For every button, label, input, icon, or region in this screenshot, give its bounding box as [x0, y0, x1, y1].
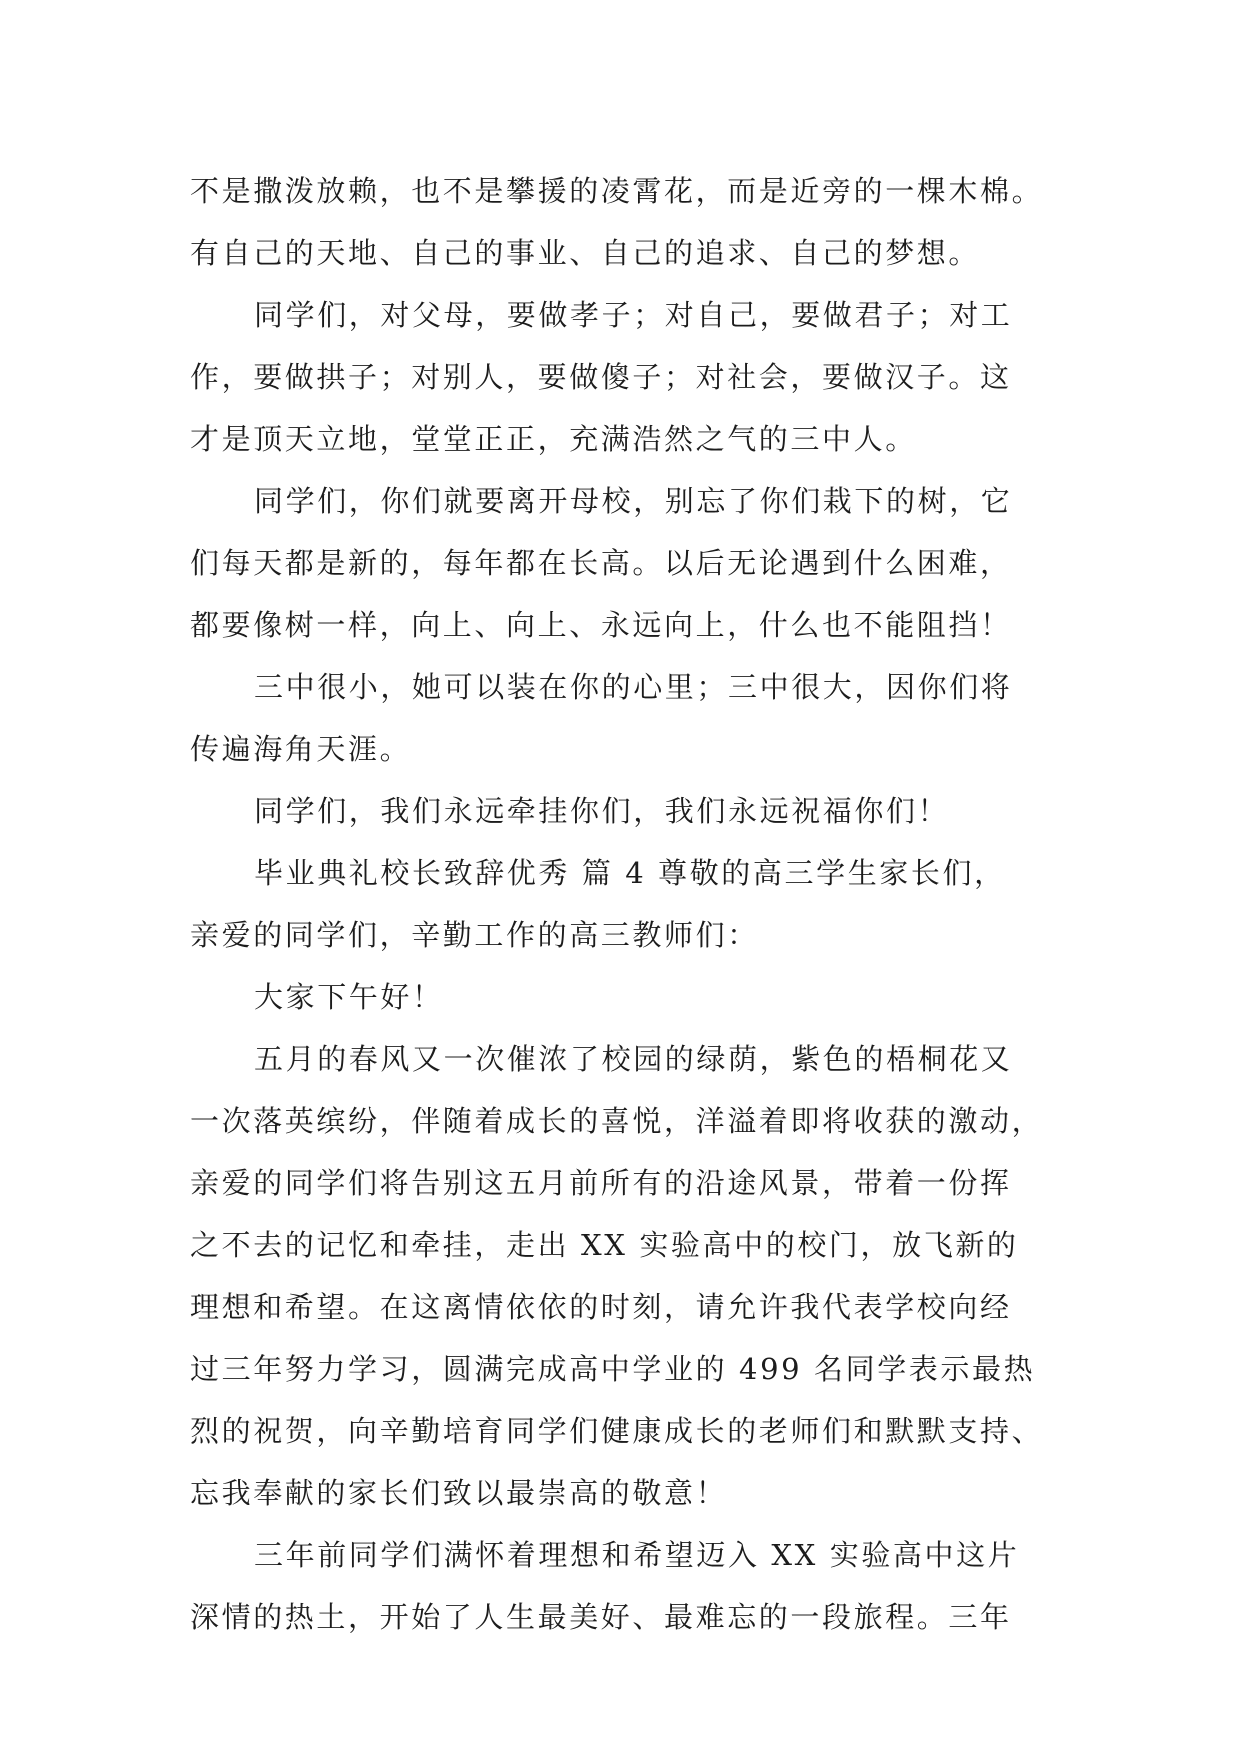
text-line: 不是撒泼放赖，也不是攀援的凌霄花，而是近旁的一棵木棉。 [190, 174, 1044, 208]
text-line: 同学们，你们就要离开母校，别忘了你们栽下的树，它 [254, 484, 1013, 518]
text-line: 亲爱的同学们，辛勤工作的高三教师们： [190, 918, 759, 952]
text-line: 有自己的天地、自己的事业、自己的追求、自己的梦想。 [190, 236, 981, 270]
text-line: 三年前同学们满怀着理想和希望迈入 XX 实验高中这片 [254, 1538, 1020, 1572]
text-line: 同学们，对父母，要做孝子；对自己，要做君子；对工 [254, 298, 1013, 332]
text-line: 都要像树一样，向上、向上、永远向上，什么也不能阻挡！ [190, 608, 1012, 642]
text-line: 才是顶天立地，堂堂正正，充满浩然之气的三中人。 [190, 422, 917, 456]
text-line: 深情的热土，开始了人生最美好、最难忘的一段旅程。三年 [190, 1600, 1012, 1634]
text-line: 亲爱的同学们将告别这五月前所有的沿途风景，带着一份挥 [190, 1166, 1012, 1200]
text-line: 传遍海角天涯。 [190, 732, 412, 766]
text-line: 毕业典礼校长致辞优秀 篇 4 尊敬的高三学生家长们， [254, 856, 1006, 890]
document-body [190, 160, 1070, 1648]
text-line: 烈的祝贺，向辛勤培育同学们健康成长的老师们和默默支持、 [190, 1414, 1044, 1448]
text-line: 同学们，我们永远牵挂你们，我们永远祝福你们！ [254, 794, 950, 828]
text-line: 之不去的记忆和牵挂，走出 XX 实验高中的校门，放飞新的 [190, 1228, 1019, 1262]
text-line: 一次落英缤纷，伴随着成长的喜悦，洋溢着即将收获的激动， [190, 1104, 1044, 1138]
text-line: 五月的春风又一次催浓了校园的绿荫，紫色的梧桐花又 [254, 1042, 1013, 1076]
text-line: 理想和希望。在这离情依依的时刻，请允许我代表学校向经 [190, 1290, 1012, 1324]
text-line: 们每天都是新的，每年都在长高。以后无论遇到什么困难， [190, 546, 1012, 580]
text-line: 三中很小，她可以装在你的心里；三中很大，因你们将 [254, 670, 1013, 704]
text-line: 过三年努力学习，圆满完成高中学业的 499 名同学表示最热 [190, 1352, 1036, 1386]
text-line: 大家下午好！ [254, 980, 444, 1014]
text-line: 忘我奉献的家长们致以最崇高的敬意！ [190, 1476, 728, 1510]
text-line: 作，要做拱子；对别人，要做傻子；对社会，要做汉子。这 [190, 360, 1012, 394]
